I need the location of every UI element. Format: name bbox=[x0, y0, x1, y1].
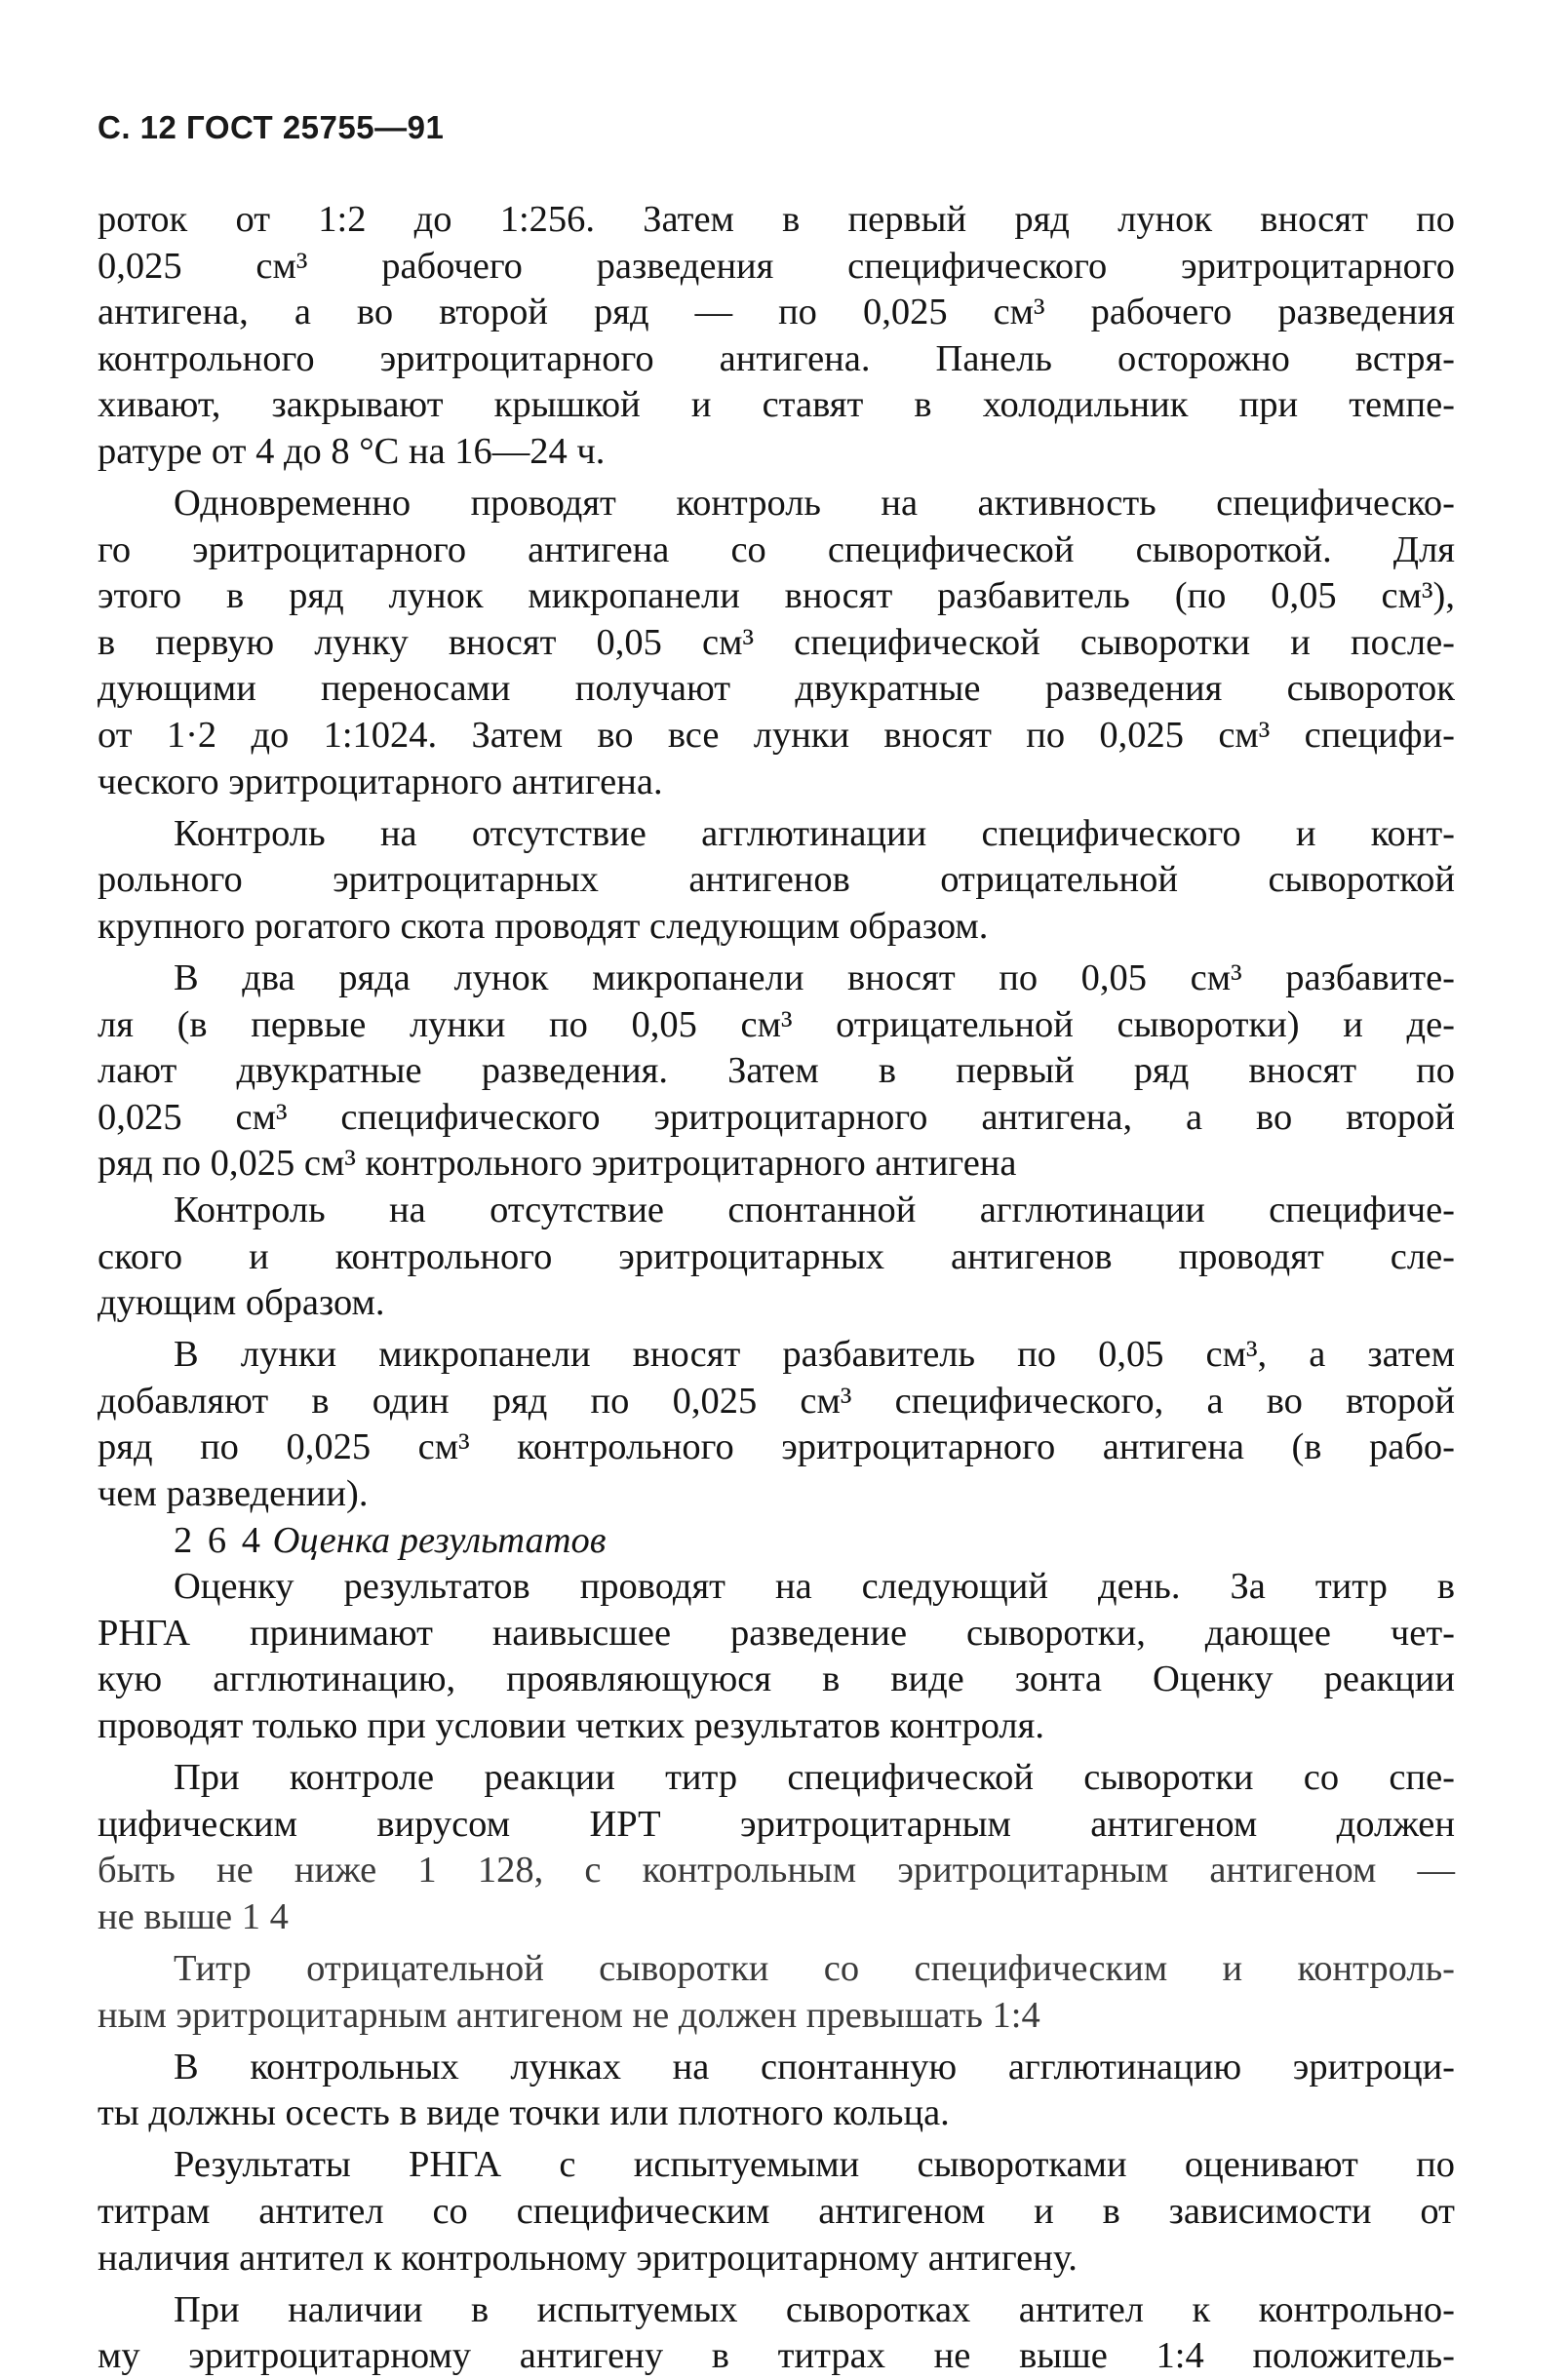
text-line: ля (в первые лунки по 0,05 см³ отрицательной сыворотки) и де- bbox=[98, 1003, 1455, 1045]
text-line: добавляют в один ряд по 0,025 см³ специфического, а во второй bbox=[98, 1380, 1455, 1422]
text-line: 0,025 см³ специфического эритроцитарного антигена, а во второй bbox=[98, 1096, 1455, 1138]
text-line: чем разведении). bbox=[98, 1473, 369, 1515]
text-line: цифическим вирусом ИРТ эритроцитарным антигеном должен bbox=[98, 1803, 1455, 1845]
text-line: При наличии в испытуемых сыворотках антител к контрольно- bbox=[174, 2288, 1455, 2330]
text-line: антигена, а во второй ряд — по 0,025 см³ рабочего разведения bbox=[98, 292, 1455, 333]
text-line: лают двукратные разведения. Затем в первый ряд вносят по bbox=[98, 1050, 1455, 1092]
section-number: 2 6 4 bbox=[174, 1519, 263, 1561]
text-line: кую агглютинацию, проявляющуюся в виде зонта Оценку реакции bbox=[98, 1658, 1455, 1700]
text-line: не выше 1 4 bbox=[98, 1895, 289, 1937]
text-line: Контроль на отсутствие агглютинации специфического и конт- bbox=[174, 812, 1455, 854]
text-line: го эритроцитарного антигена со специфической сывороткой. Для bbox=[98, 528, 1455, 570]
text-line: титрам антител со специфическим антигеном и в зависимости от bbox=[98, 2190, 1455, 2232]
text-line: ты должны осесть в виде точки или плотного кольца. bbox=[98, 2092, 950, 2134]
text-line: крупного рогатого скота проводят следующим образом. bbox=[98, 905, 989, 947]
text-line: проводят только при условии четких результатов контроля. bbox=[98, 1705, 1044, 1746]
text-line: роток от 1:2 до 1:256. Затем в первый ряд лунок вносят по bbox=[98, 199, 1455, 240]
text-line: Титр отрицательной сыворотки со специфическим и контроль- bbox=[174, 1947, 1455, 1989]
page-header: С. 12 ГОСТ 25755—91 bbox=[98, 109, 445, 145]
text-line: ратуре от 4 до 8 °С на 16—24 ч. bbox=[98, 430, 606, 472]
text-line: в первую лунку вносят 0,05 см³ специфической сыворотки и после- bbox=[98, 621, 1455, 663]
document-body bbox=[98, 197, 1455, 2380]
text-line: РНГА принимают наивысшее разведение сыворотки, дающее чет- bbox=[98, 1612, 1455, 1654]
text-line: быть не ниже 1 128, с контрольным эритроцитарным антигеном — bbox=[98, 1850, 1455, 1892]
text-line: ряд по 0,025 см³ контрольного эритроцитарного антигена (в рабо- bbox=[98, 1426, 1455, 1468]
text-line: 0,025 см³ рабочего разведения специфического эритроцитарного bbox=[98, 245, 1455, 287]
text-line: ным эритроцитарным антигеном не должен превышать 1:4 bbox=[98, 1994, 1040, 2036]
text-line: хивают, закрывают крышкой и ставят в холодильник при темпе- bbox=[98, 384, 1455, 426]
text-line: В контрольных лунках на спонтанную агглютинацию эритроци- bbox=[174, 2046, 1455, 2087]
section-heading bbox=[98, 1518, 1455, 1565]
text-line: наличия антител к контрольному эритроцитарному антигену. bbox=[98, 2237, 1078, 2279]
text-line: ряд по 0,025 см³ контрольного эритроцитарного антигена bbox=[98, 1143, 1017, 1185]
text-line: Одновременно проводят контроль на активность специфическо- bbox=[174, 483, 1455, 525]
text-line: Оценку результатов проводят на следующий день. За титр в bbox=[174, 1566, 1455, 1608]
text-line: этого в ряд лунок микропанели вносят разбавитель (по 0,05 см³), bbox=[98, 575, 1455, 617]
text-line: от 1·2 до 1:1024. Затем во все лунки вносят по 0,025 см³ специфи- bbox=[98, 715, 1455, 757]
text-line: дующими переносами получают двукратные разведения сывороток bbox=[98, 668, 1455, 710]
text-line: Результаты РНГА с испытуемыми сыворотками оценивают по bbox=[174, 2144, 1455, 2186]
text-line: В лунки микропанели вносят разбавитель по 0,05 см³, а затем bbox=[174, 1334, 1455, 1376]
text-line: ского и контрольного эритроцитарных антигенов проводят сле- bbox=[98, 1235, 1455, 1277]
text-line: контрольного эритроцитарного антигена. Панель осторожно встря- bbox=[98, 337, 1455, 379]
section-title: Оценка результатов bbox=[272, 1519, 607, 1561]
text-line: В два ряда лунок микропанели вносят по 0,05 см³ разбавите- bbox=[174, 957, 1455, 998]
text-line: ческого эритроцитарного антигена. bbox=[98, 761, 663, 802]
text-line: рольного эритроцитарных антигенов отрицательной сывороткой bbox=[98, 859, 1455, 901]
text-line: Контроль на отсутствие спонтанной агглютинации специфиче- bbox=[174, 1189, 1455, 1230]
text-line: дующим образом. bbox=[98, 1282, 385, 1324]
text-line: При контроле реакции титр специфической сыворотки со спе- bbox=[174, 1757, 1455, 1799]
text-line: му эритроцитарному антигену в титрах не выше 1:4 положитель- bbox=[98, 2335, 1455, 2377]
